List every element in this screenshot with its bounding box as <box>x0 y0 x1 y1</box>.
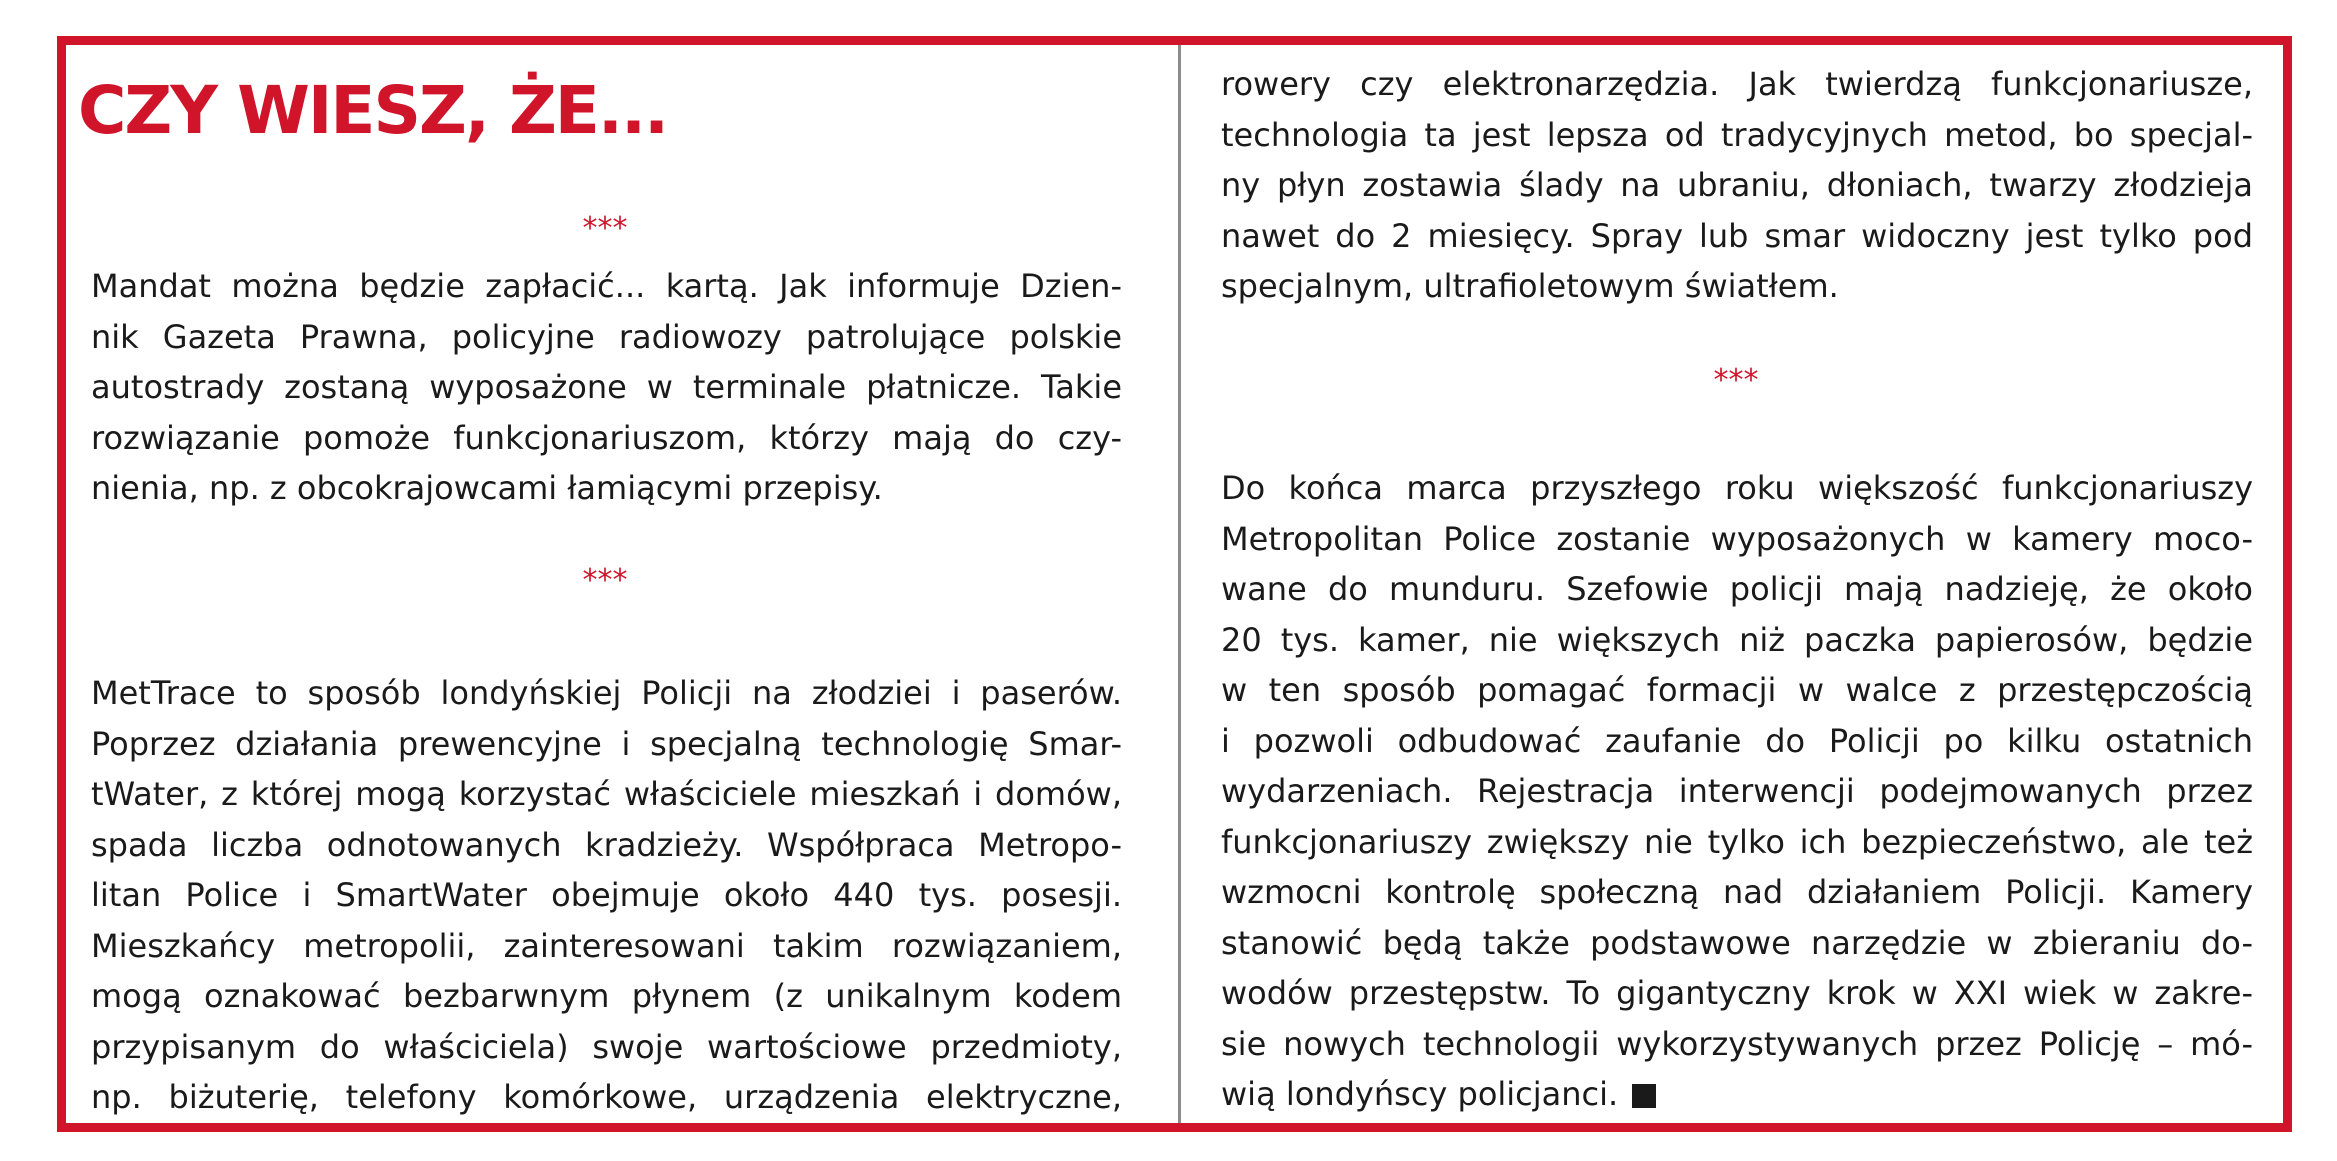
text-line-final <box>1221 1069 2253 1120</box>
text-line: litan Police i SmartWater obejmuje około 440 tys. posesji. <box>91 876 1122 914</box>
text-line: specjalnym, ultrafioletowym światłem. <box>1221 267 1839 305</box>
text-line: wane do munduru. Szefowie policji mają nadzieję, że około <box>1221 570 2253 608</box>
page-title: CZY WIESZ, ŻE... <box>78 72 668 149</box>
text-line: Mandat można będzie zapłacić... kartą. Jak informuje Dzien- <box>91 267 1122 305</box>
text-line: i pozwoli odbudować zaufanie do Policji po kilku ostatnich <box>1221 721 2253 760</box>
text-line: wodów przestępstw. To gigantyczny krok w XXI wiek w zakre- <box>1221 974 2253 1012</box>
text-line: tWater, z której mogą korzystać właściciele mieszkań i domów, <box>91 775 1122 813</box>
text-line: ny płyn zostawia ślady na ubraniu, dłoniach, twarzy złodzieja <box>1221 166 2253 204</box>
text-line: technologia ta jest lepsza od tradycyjnych metod, bo specjal- <box>1221 115 2253 154</box>
text-line: 20 tys. kamer, nie większych niż paczka papierosów, będzie <box>1221 620 2253 659</box>
text-line: MetTrace to sposób londyńskiej Policji na złodziei i paserów. <box>91 674 1122 712</box>
text-line: rozwiązanie pomoże funkcjonariuszom, którzy mają do czy- <box>91 418 1122 457</box>
end-of-article-square-icon <box>1632 1084 1656 1108</box>
text-line: np. biżuterię, telefony komórkowe, urządzenia elektryczne, <box>91 1078 1122 1116</box>
article-card-payment <box>91 261 1122 514</box>
text-line: nawet do 2 miesięcy. Spray lub smar widoczny jest tylko pod <box>1221 216 2253 255</box>
article-mettrace-continued <box>1221 59 2253 312</box>
article-mettrace <box>91 668 1122 1123</box>
text-line: rowery czy elektronarzędzia. Jak twierdzą funkcjonariusze, <box>1221 65 2253 103</box>
text-line: Poprzez działania prewencyjne i specjalną technologię Smar- <box>91 724 1122 763</box>
text-line: sie nowych technologii wykorzystywanych przez Policję – mó- <box>1221 1024 2253 1063</box>
text-line: mogą oznakować bezbarwnym płynem (z unikalnym kodem <box>91 977 1122 1015</box>
separator-stars-2: *** <box>582 563 628 598</box>
text-line: funkcjonariuszy zwiększy nie tylko ich bezpieczeństwo, ale też <box>1221 822 2253 861</box>
text-line: spada liczba odnotowanych kradzieży. Współpraca Metropo- <box>91 825 1122 864</box>
text-line: stanowić będą także podstawowe narzędzie w zbieraniu do- <box>1221 923 2253 962</box>
text-line: Do końca marca przyszłego roku większość funkcjonariuszy <box>1221 469 2253 507</box>
text-line: Mieszkańcy metropolii, zainteresowani takim rozwiązaniem, <box>91 926 1122 965</box>
text-line: wzmocni kontrolę społeczną nad działaniem Policji. Kamery <box>1221 873 2253 911</box>
text-line: autostrady zostaną wyposażone w terminale płatnicze. Takie <box>91 368 1122 406</box>
text-line: przypisanym do właściciela) swoje wartościowe przedmioty, <box>91 1027 1122 1066</box>
text-line-final-text: wią londyńscy policjanci. <box>1221 1075 1619 1113</box>
text-line: wydarzeniach. Rejestracja interwencji podejmowanych przez <box>1221 772 2253 810</box>
text-line: nik Gazeta Prawna, policyjne radiowozy patrolujące polskie <box>91 317 1122 356</box>
separator-stars-1: *** <box>582 211 628 246</box>
article-body-cameras <box>1221 463 2253 1120</box>
text-line: w ten sposób pomagać formacji w walce z przestępczością <box>1221 671 2253 709</box>
separator-stars-3: *** <box>1713 363 1759 398</box>
column-divider <box>1178 45 1181 1123</box>
text-line: nienia, np. z obcokrajowcami łamiącymi przepisy. <box>91 469 883 507</box>
text-line: Metropolitan Police zostanie wyposażonych w kamery moco- <box>1221 519 2253 558</box>
